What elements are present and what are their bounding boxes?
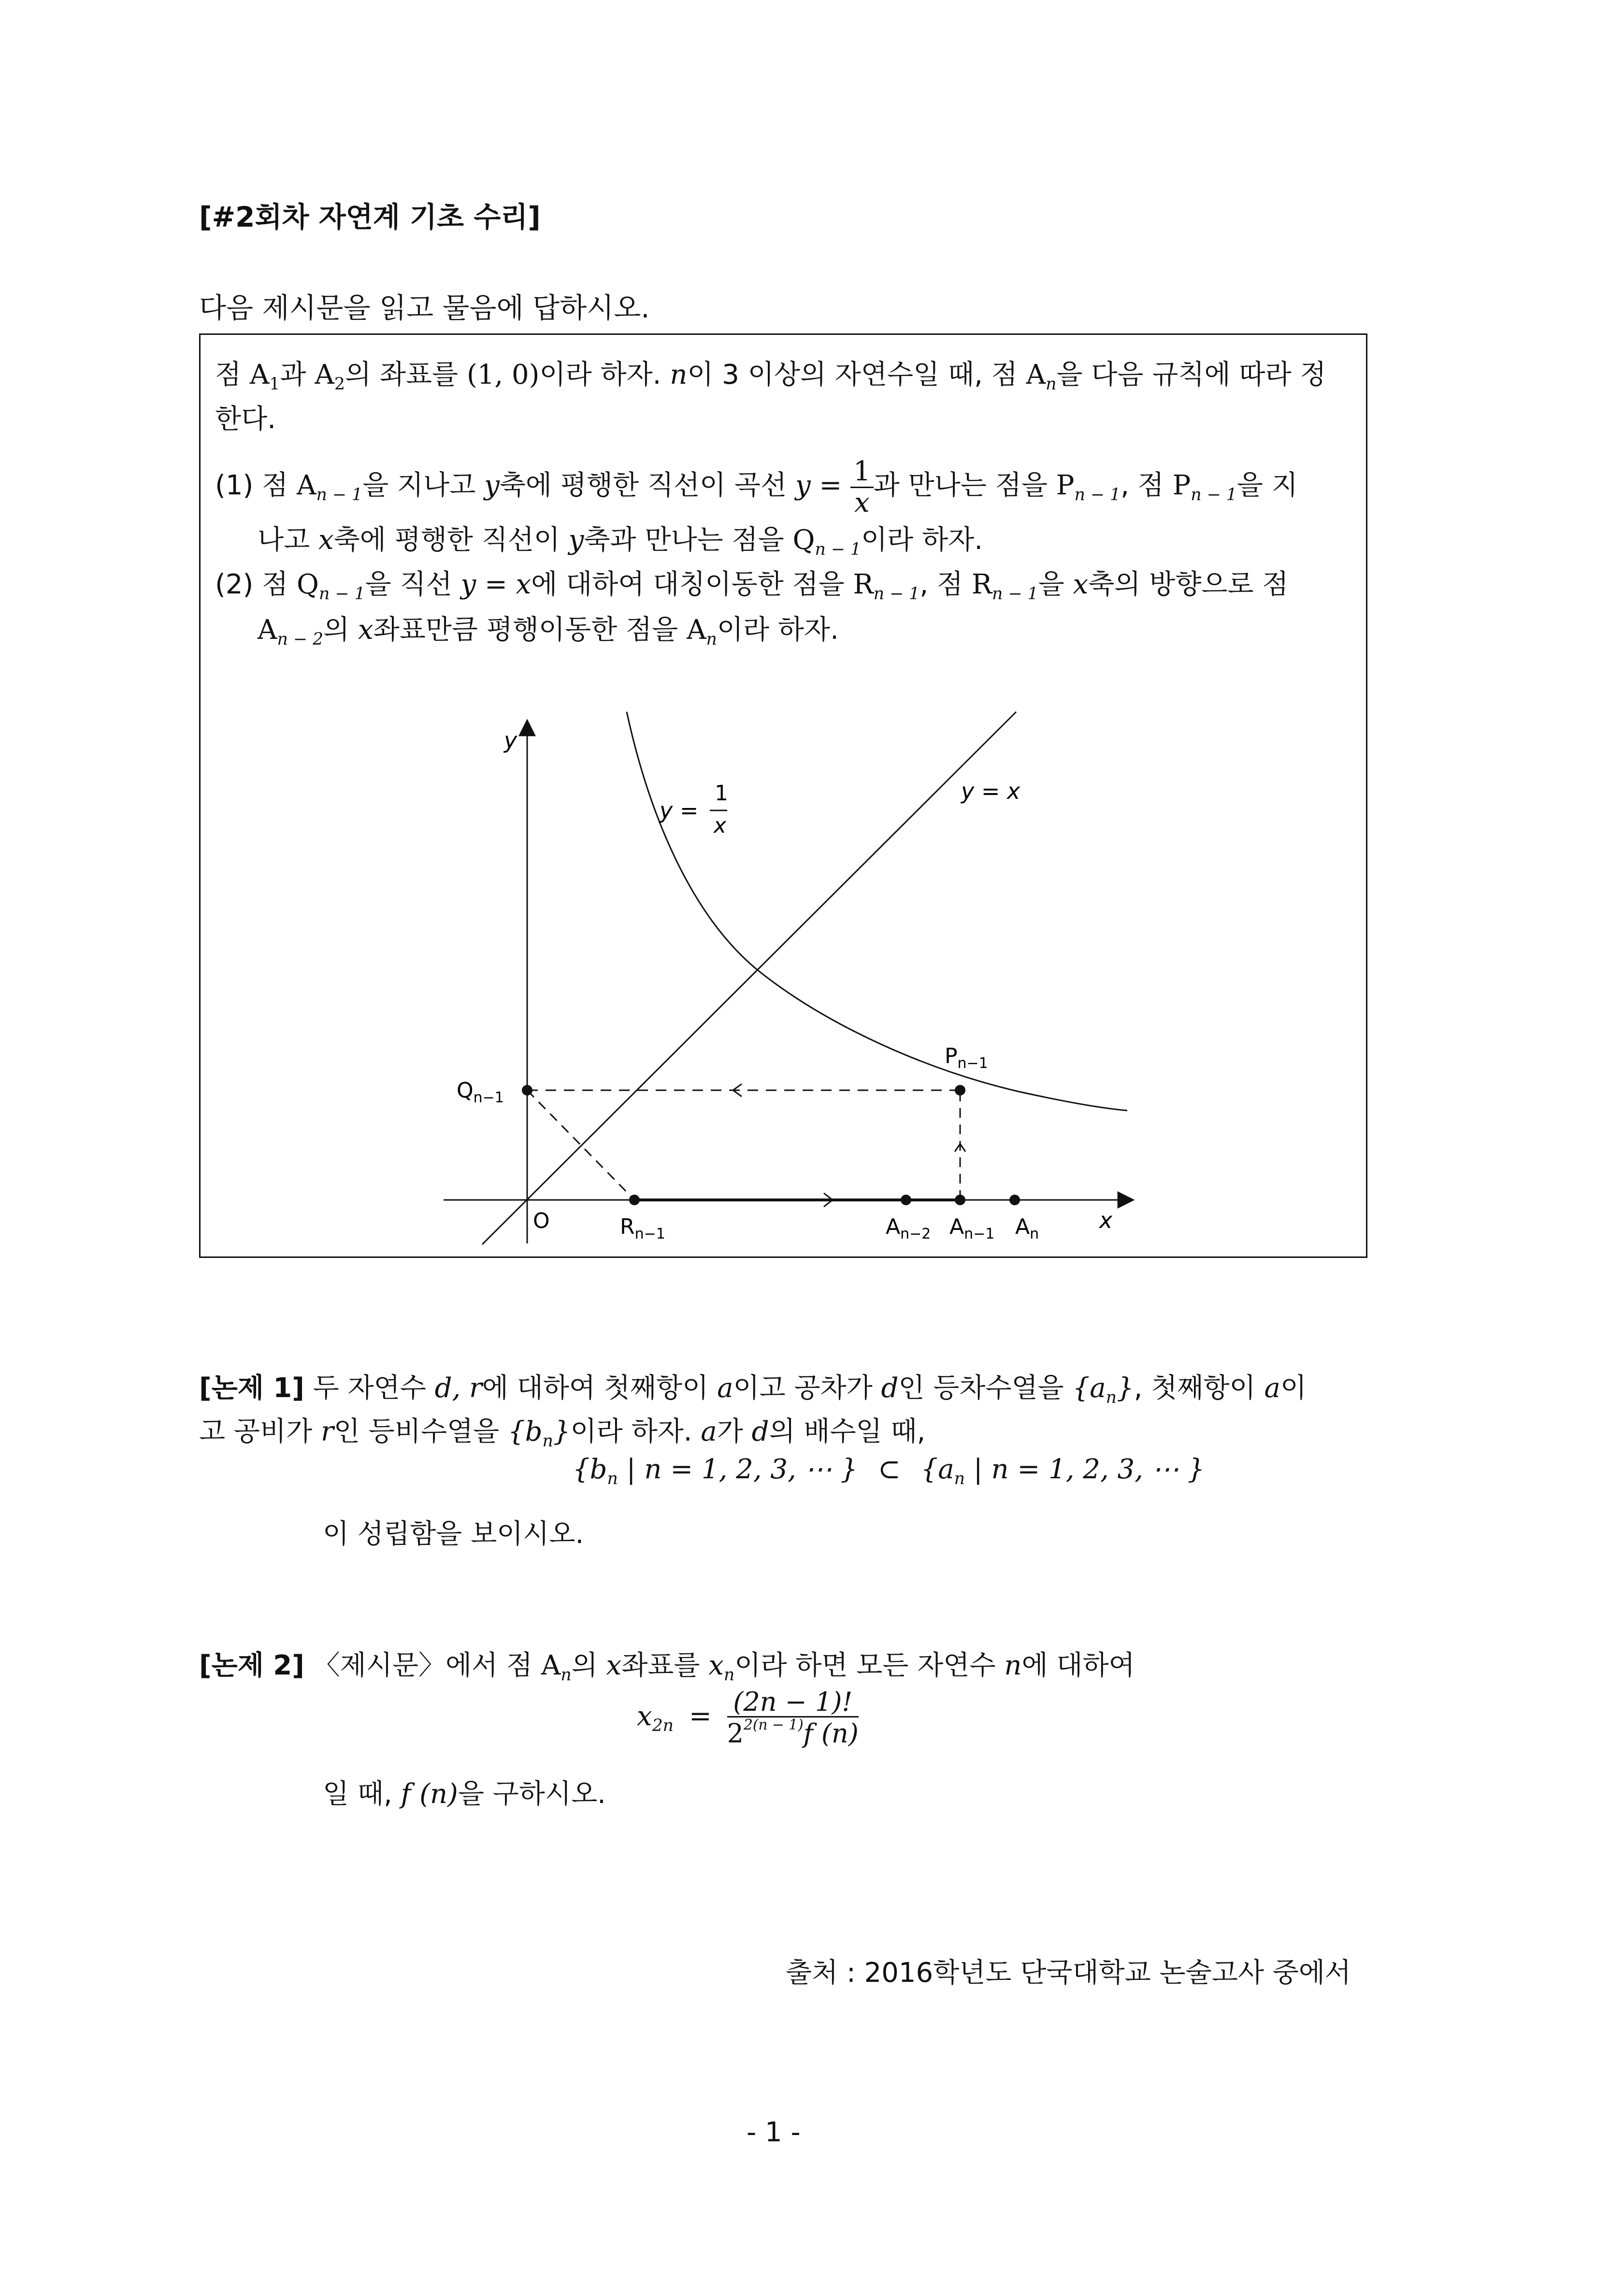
- m: P: [1172, 470, 1191, 502]
- label-q: [457, 1078, 504, 1106]
- problem-2-line-1: [199, 1644, 1135, 1685]
- t: 가: [717, 1416, 743, 1447]
- t: , 점: [920, 569, 963, 600]
- var: r: [321, 1416, 334, 1447]
- m: R: [620, 1214, 635, 1239]
- point-p: [955, 1085, 965, 1096]
- set-b: [573, 1454, 858, 1489]
- t: 좌표만큼 평행이동한 점을: [373, 614, 678, 646]
- s: n: [607, 1469, 618, 1489]
- y-axis-label: y: [504, 727, 517, 753]
- x-axis-label: x: [1099, 1207, 1113, 1233]
- seq-a: [1072, 1372, 1134, 1408]
- m: x: [637, 1700, 652, 1732]
- m: | n = 1, 2, 3, ⋯ }: [618, 1454, 858, 1485]
- m: A: [249, 359, 270, 390]
- page-title: [#2회차 자연계 기초 수리]: [199, 201, 541, 233]
- t: 두 자연수: [313, 1372, 426, 1404]
- t: 이라 하자.: [861, 524, 983, 556]
- den: x: [854, 487, 870, 519]
- s: 1: [269, 375, 280, 394]
- m: {a: [920, 1454, 954, 1485]
- s: n−2: [900, 1226, 931, 1242]
- t: 의: [571, 1650, 598, 1681]
- eq: y =: [795, 470, 842, 502]
- t: 점: [215, 359, 242, 390]
- label-a-n-2: [886, 1214, 931, 1242]
- point: [541, 1650, 572, 1685]
- t: 일 때,: [323, 1778, 392, 1810]
- m: R: [971, 569, 992, 600]
- point-a-n-2: [901, 1195, 911, 1205]
- m: A: [687, 614, 706, 646]
- m: A: [258, 614, 277, 646]
- m: R: [853, 569, 874, 600]
- s: 2n: [652, 1716, 674, 1736]
- t: 축의 방향으로 점: [1088, 569, 1289, 600]
- m: {b: [507, 1416, 543, 1447]
- label-a-n: [1015, 1214, 1039, 1242]
- curve-label-den: x: [714, 813, 727, 838]
- t: 이 3 이상의 자연수일 때, 점: [687, 359, 1018, 390]
- m: f (n): [803, 1718, 859, 1749]
- curve-hyperbola: [627, 712, 1127, 1111]
- s: n: [1030, 1226, 1039, 1242]
- m: x: [708, 1650, 724, 1681]
- passage-box: [199, 333, 1367, 1258]
- curve-label-lhs: y =: [660, 797, 699, 823]
- var: x: [1073, 569, 1089, 600]
- var: x: [358, 614, 374, 646]
- problem-1-line-2: [199, 1410, 925, 1451]
- diagram: [201, 335, 1366, 1256]
- label-a-n-1: [949, 1214, 994, 1242]
- var: [708, 1650, 735, 1685]
- s: n − 1: [316, 485, 363, 505]
- seq-b: [507, 1416, 571, 1451]
- problem-1-set-relation: [573, 1454, 1205, 1488]
- t: 이고 공차가: [733, 1372, 873, 1404]
- s: 2(n − 1): [743, 1717, 804, 1734]
- var: d: [881, 1372, 899, 1404]
- problem-1-conclusion: 이 성립함을 보이시오.: [323, 1518, 584, 1550]
- source-note: 출처 : 2016학년도 단국대학교 논술고사 중에서: [786, 1957, 1351, 1989]
- s: n − 1: [318, 584, 365, 604]
- point-a-n: [1009, 1195, 1020, 1205]
- s: n: [1046, 375, 1057, 394]
- equals: =: [689, 1700, 712, 1732]
- s: n−1: [957, 1055, 988, 1072]
- var-n: n: [670, 359, 688, 390]
- label-o: O: [533, 1209, 550, 1233]
- problem-2-formula: [637, 1688, 859, 1748]
- t: 〈제시문〉에서 점: [313, 1650, 533, 1681]
- var: x: [318, 524, 334, 556]
- t: 을: [1038, 569, 1064, 600]
- line-y-equals-x: [482, 712, 1016, 1244]
- var: d, r: [434, 1372, 482, 1404]
- m: | n = 1, 2, 3, ⋯ }: [964, 1454, 1205, 1485]
- passage-line-2: 한다.: [215, 404, 276, 435]
- s: n: [542, 1431, 553, 1451]
- t: 에 대하여: [1021, 1650, 1135, 1681]
- problem-1-heading: [논제 1]: [199, 1372, 304, 1404]
- s: n−1: [964, 1226, 995, 1242]
- s: n: [954, 1469, 965, 1489]
- num: 1: [850, 457, 874, 488]
- t: 이라 하자.: [717, 614, 839, 646]
- var: y: [568, 524, 584, 556]
- var: f (n): [401, 1778, 458, 1810]
- t: 좌표를: [621, 1650, 700, 1681]
- lhs: [637, 1700, 674, 1736]
- s: n−1: [634, 1226, 665, 1242]
- t: 축과 만나는 점을: [584, 524, 784, 556]
- m: Q: [457, 1078, 474, 1103]
- t: 에 대하여 대칭이동한 점을: [531, 569, 845, 600]
- set-a: [920, 1454, 1205, 1489]
- t: 이라 하면 모든 자연수: [734, 1650, 996, 1681]
- label-r: [620, 1214, 665, 1242]
- t: , 점: [1121, 470, 1164, 502]
- t: 을 지나고: [362, 470, 476, 502]
- point-q: [522, 1085, 532, 1096]
- m: {a: [1072, 1372, 1106, 1404]
- m: Q: [792, 524, 815, 556]
- m: A: [886, 1214, 901, 1239]
- var: a: [1264, 1372, 1280, 1404]
- problem-2-heading: [논제 2]: [199, 1650, 304, 1681]
- t: (1) 점: [215, 470, 288, 502]
- t: 과 만나는 점을: [873, 470, 1048, 502]
- m: A: [1026, 359, 1046, 390]
- m: A: [297, 470, 316, 502]
- t: 축에 평행한 직선이 곡선: [499, 470, 787, 502]
- eq: y = x: [460, 569, 532, 600]
- problem-1-line-1: [199, 1367, 1307, 1407]
- s: n − 1: [1074, 485, 1121, 505]
- line-label: y = x: [961, 778, 1020, 804]
- m: Q: [297, 569, 319, 600]
- s: n: [1106, 1388, 1117, 1408]
- t: 이라 하자.: [570, 1416, 692, 1447]
- var: x: [606, 1650, 622, 1681]
- s: n − 1: [873, 584, 920, 604]
- t: 이라 하자.: [539, 359, 661, 390]
- page-number: - 1 -: [747, 2117, 801, 2148]
- num: (2n − 1)!: [727, 1688, 859, 1718]
- m: A: [541, 1650, 561, 1681]
- t: 나고: [258, 524, 310, 556]
- var: y: [484, 470, 500, 502]
- t: 인 등비수열을: [333, 1416, 500, 1447]
- var: a: [717, 1372, 733, 1404]
- point-r: [629, 1195, 640, 1205]
- s: n: [560, 1665, 572, 1685]
- t: 에 대하여 첫째항이: [482, 1372, 709, 1404]
- t: 이: [1280, 1372, 1307, 1404]
- s: n: [706, 630, 717, 650]
- curve-label-num: 1: [715, 781, 728, 806]
- var: d: [751, 1416, 769, 1447]
- t: 고 공비가: [199, 1416, 313, 1447]
- t: 인 등차수열을: [898, 1372, 1064, 1404]
- s: n−1: [473, 1089, 504, 1106]
- m: }: [553, 1416, 571, 1447]
- t: , 첫째항이: [1134, 1372, 1256, 1404]
- s: n − 1: [815, 540, 862, 560]
- s: n − 2: [277, 630, 324, 650]
- t: 의 좌표를: [345, 359, 459, 390]
- s: n: [723, 1665, 735, 1685]
- m: {b: [573, 1454, 607, 1485]
- t: (2) 점: [215, 569, 288, 600]
- m: }: [1117, 1372, 1134, 1404]
- t: 과: [280, 359, 306, 390]
- coord: (1, 0): [466, 359, 540, 390]
- t: 의 배수일 때,: [769, 1416, 926, 1447]
- den: [727, 1718, 859, 1748]
- s: 2: [334, 375, 345, 394]
- var: a: [701, 1416, 717, 1447]
- t: 을 다음 규칙에 따라 정: [1056, 359, 1326, 390]
- var: n: [1004, 1650, 1022, 1681]
- m: A: [1015, 1214, 1030, 1239]
- m: P: [945, 1044, 958, 1068]
- s: n − 1: [992, 584, 1038, 604]
- subset-symbol: ⊂: [877, 1454, 901, 1485]
- t: 축에 평행한 직선이: [333, 524, 560, 556]
- problem-2-question: [323, 1773, 606, 1811]
- m: A: [315, 359, 334, 390]
- t: 을 직선: [365, 569, 452, 600]
- label-p: [945, 1044, 988, 1072]
- instruction: 다음 제시문을 읽고 물음에 답하시오.: [199, 291, 650, 324]
- m: A: [949, 1214, 964, 1239]
- fraction: [727, 1688, 859, 1748]
- m: P: [1056, 470, 1075, 502]
- t: 의: [323, 614, 350, 646]
- t: 을 구하시오.: [458, 1778, 606, 1810]
- s: n − 1: [1191, 485, 1237, 505]
- t: 을 지: [1236, 470, 1298, 502]
- point-a-n-1: [955, 1195, 965, 1205]
- m: 2: [727, 1718, 744, 1749]
